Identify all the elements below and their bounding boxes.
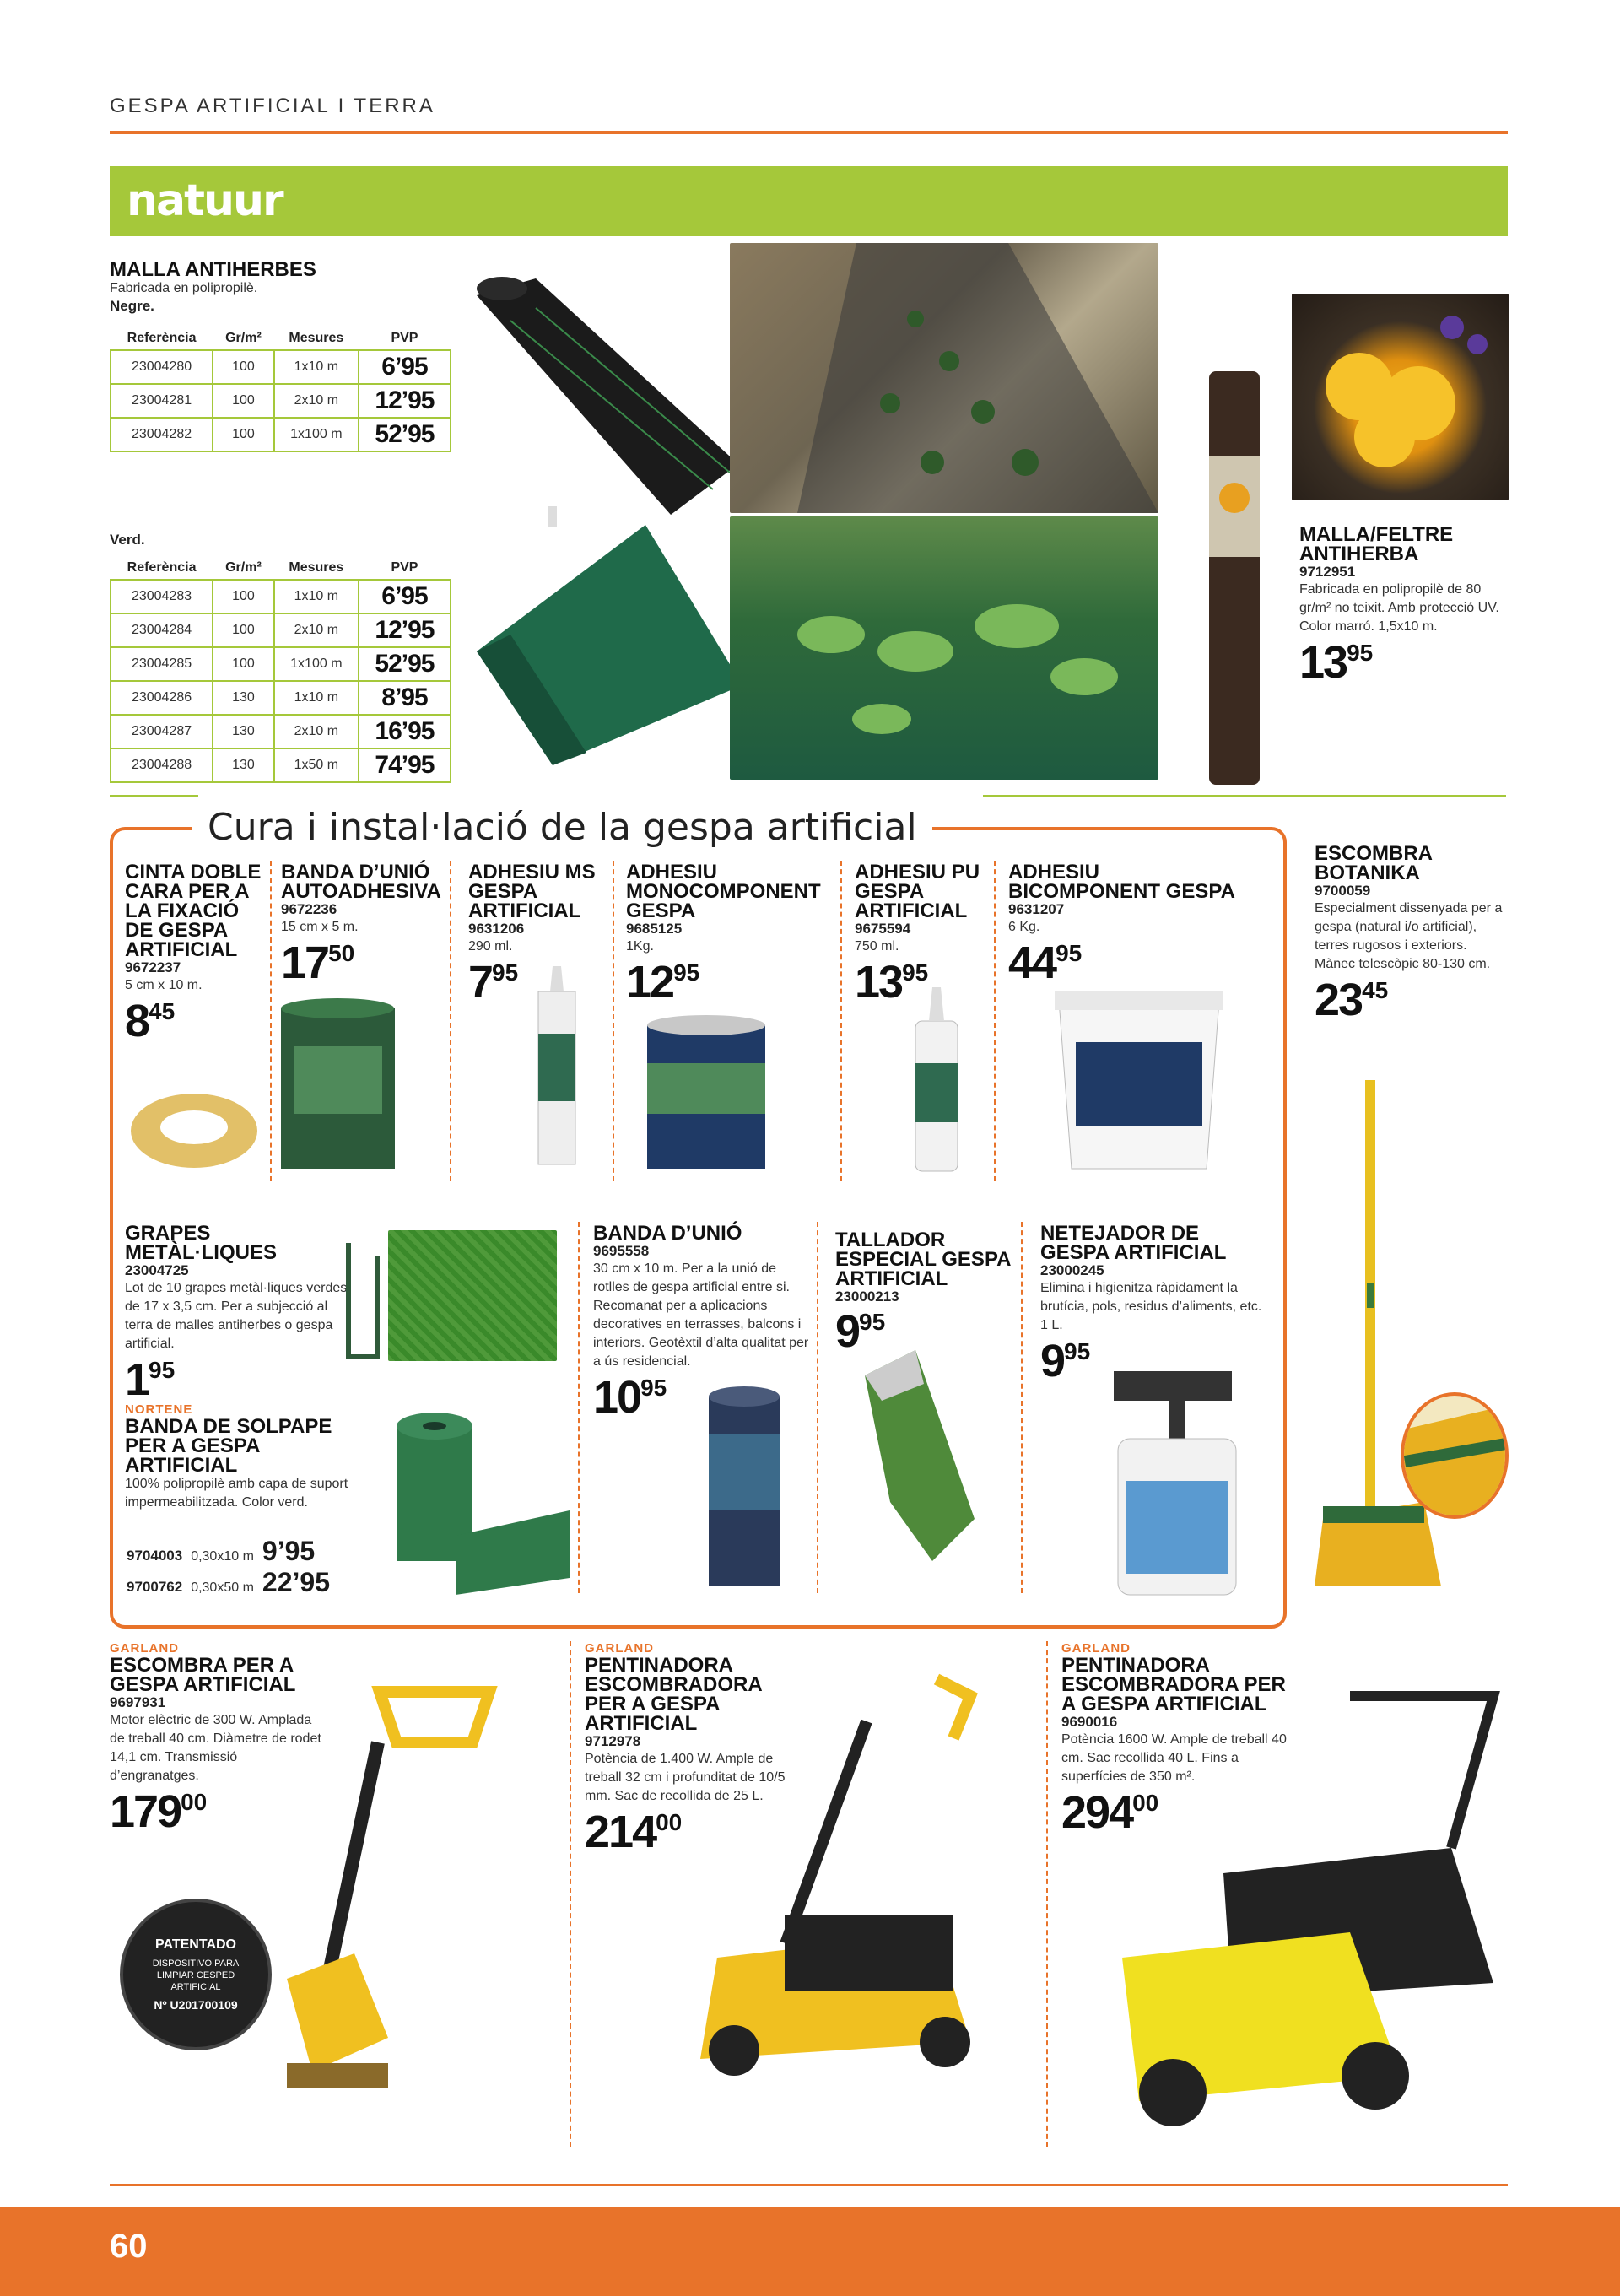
table-row — [111, 647, 451, 681]
product-desc: Fabricada en polipropilè de 80 gr/m² no teixit. Amb protecció UV. Color marró. 1,5x10 m. — [1299, 582, 1499, 634]
solpape-row — [127, 1567, 371, 1598]
table-header: Gr/m² — [225, 560, 262, 575]
price-cell: 6’95 — [359, 580, 451, 613]
price: $1^{95}$ — [125, 1354, 176, 1405]
price: $13^{95}$ — [855, 957, 929, 1008]
table-cell: 1x10 m — [274, 681, 359, 715]
cartridge-image — [532, 966, 582, 1169]
product-desc: 15 cm x 5 m. — [281, 920, 359, 934]
column-divider — [578, 1222, 580, 1593]
row-size: 0,30x10 m — [191, 1549, 254, 1564]
brand-tag: NORTENE — [125, 1402, 193, 1417]
table-cell: 100 — [213, 613, 274, 647]
price: $44^{95}$ — [1008, 937, 1083, 988]
product-ref: 9685125 — [626, 921, 683, 937]
table-cell: 23004282 — [111, 418, 213, 451]
column-divider — [840, 861, 842, 1181]
price-cell: 16’95 — [359, 715, 451, 748]
product-desc: Lot de 10 grapes metàl·liques verdes de 17 x 3,5 cm. Per a subjecció al terra de malles antiherbes o gespa artificial. — [125, 1281, 348, 1351]
column-divider — [450, 861, 451, 1181]
price: $7^{95}$ — [468, 957, 519, 1008]
table-cell: 1x10 m — [274, 580, 359, 613]
product-ref: 9695558 — [593, 1243, 650, 1259]
product-desc: 5 cm x 10 m. — [125, 978, 202, 992]
product-name: BANDA DE SOLPAPE PER A GESPA ARTIFICIAL — [125, 1415, 332, 1477]
product-ref: 9631206 — [468, 921, 525, 937]
solpape-roll-image — [388, 1409, 574, 1599]
green-divider — [110, 795, 198, 797]
page-number: 60 — [110, 2228, 148, 2265]
table-cell: 1x100 m — [274, 418, 359, 451]
price-cell: 74’95 — [359, 748, 451, 782]
tape-image — [127, 1089, 262, 1173]
table-cell: 100 — [213, 580, 274, 613]
price: $23^{45}$ — [1315, 975, 1389, 1025]
pu-bottle-image — [907, 987, 966, 1173]
price-table-green — [110, 557, 451, 783]
table-cell: 23004285 — [111, 647, 213, 681]
price: $10^{95}$ — [593, 1372, 667, 1423]
product-desc: Especialment dissenyada per a gespa (natural i/o artificial), terres rugosos i exteriors. Mànec telescòpic 80-130 cm. — [1315, 901, 1503, 971]
table-cell: 23004286 — [111, 681, 213, 715]
table-header: Referència — [127, 331, 197, 345]
table-cell: 130 — [213, 748, 274, 782]
adhesiu-mono-block — [626, 862, 837, 1008]
product-desc: Elimina i higienitza ràpidament la brutícia, pols, residus d’aliments, etc. 1 L. — [1040, 1281, 1262, 1332]
product-desc: 290 ml. — [468, 939, 513, 954]
table-header: Referència — [127, 560, 197, 575]
table-header: Gr/m² — [225, 331, 262, 345]
product-ref: 9631207 — [1008, 901, 1065, 917]
cinta-block — [125, 862, 264, 1047]
table-row — [111, 580, 451, 613]
badge-top: PATENTADO — [155, 1937, 236, 1952]
solpape-price-list — [127, 1536, 371, 1598]
product-name: GRAPES METÀL·LIQUES — [125, 1222, 277, 1264]
tin-image — [643, 1013, 770, 1173]
brand-tag: GARLAND — [1061, 1641, 1131, 1656]
flower-photo — [1292, 294, 1509, 500]
color-label-green: Verd. — [110, 532, 145, 548]
table-row — [111, 715, 451, 748]
banda-autoadhesiva-block — [281, 861, 441, 989]
column-divider — [1046, 1641, 1048, 2147]
product-desc: 1Kg. — [626, 939, 654, 954]
product-desc: 6 Kg. — [1008, 920, 1040, 934]
price-table-black — [110, 327, 451, 452]
product-ref: 23000213 — [835, 1288, 899, 1305]
product-desc: 750 ml. — [855, 939, 899, 954]
table-header: Mesures — [289, 560, 344, 575]
footer-bar — [0, 2207, 1620, 2296]
table-cell: 100 — [213, 418, 274, 451]
product-name: ADHESIU MS GESPA ARTIFICIAL — [468, 861, 596, 922]
banda-solpape-block — [125, 1402, 353, 1512]
brand-tag: GARLAND — [585, 1641, 654, 1656]
badge-mid: DISPOSITIVO PARA LIMPIAR CESPED ARTIFICIAL — [152, 1958, 240, 1992]
product-name: ESCOMBRA BOTANIKA — [1315, 842, 1433, 884]
price-cell: 52’95 — [359, 418, 451, 451]
adhesiu-bicomp-block — [1008, 862, 1253, 989]
row-ref: 9700762 — [127, 1579, 183, 1595]
table-cell: 23004283 — [111, 580, 213, 613]
product-name: TALLADOR ESPECIAL GESPA ARTIFICIAL — [835, 1229, 1011, 1290]
table-cell: 1x50 m — [274, 748, 359, 782]
table-cell: 2x10 m — [274, 715, 359, 748]
row-price: 22’95 — [262, 1567, 330, 1597]
product-ref: 9697931 — [110, 1694, 166, 1710]
solpape-row — [127, 1536, 371, 1567]
garden-photo-green — [730, 516, 1158, 780]
price-cell: 6’95 — [359, 350, 451, 384]
table-cell: 23004280 — [111, 350, 213, 384]
table-row — [111, 350, 451, 384]
product-name: ADHESIU PU GESPA ARTIFICIAL — [855, 861, 980, 922]
table-cell: 1x100 m — [274, 647, 359, 681]
garden-photo-black — [730, 243, 1158, 513]
table-cell: 100 — [213, 350, 274, 384]
table-row — [111, 613, 451, 647]
price: $12^{95}$ — [626, 957, 700, 1008]
product-desc: Motor elèctric de 300 W. Amplada de treball 40 cm. Diàmetre de rodet 14,1 cm. Transmissió d’engranatges. — [110, 1713, 321, 1783]
section-title: GESPA ARTIFICIAL I TERRA — [110, 95, 435, 117]
bottom-divider — [110, 2184, 1508, 2186]
product-name: ESCOMBRA PER A GESPA ARTIFICIAL — [110, 1654, 296, 1696]
product-name: ADHESIU MONOCOMPONENT GESPA — [626, 861, 821, 922]
scarifier2-image — [1097, 1679, 1510, 2152]
table-cell: 100 — [213, 384, 274, 418]
table-cell: 2x10 m — [274, 613, 359, 647]
price: $13^{95}$ — [1299, 637, 1374, 688]
table-cell: 130 — [213, 681, 274, 715]
color-label: Negre. — [110, 298, 154, 314]
brand-tag: GARLAND — [110, 1641, 179, 1656]
price: $294^{00}$ — [1061, 1787, 1159, 1838]
table-cell: 23004281 — [111, 384, 213, 418]
table-cell: 23004288 — [111, 748, 213, 782]
price: $8^{45}$ — [125, 996, 176, 1046]
table-cell: 23004287 — [111, 715, 213, 748]
green-divider — [983, 795, 1506, 797]
staple-image — [342, 1239, 384, 1361]
product-ref: 9672237 — [125, 959, 181, 975]
price: $214^{00}$ — [585, 1807, 683, 1857]
scarifier1-image — [667, 1671, 1004, 2093]
column-divider — [817, 1222, 818, 1593]
badge-bottom: Nº U201700109 — [154, 1998, 238, 2012]
price-cell: 52’95 — [359, 647, 451, 681]
product-ref: 9712978 — [585, 1733, 641, 1749]
product-desc: Fabricada en polipropilè. — [110, 281, 258, 295]
product-ref: 9712951 — [1299, 564, 1356, 580]
product-name: PENTINADORA ESCOMBRADORA PER A GESPA ARTIFICIAL — [585, 1654, 762, 1735]
column-divider — [270, 861, 272, 1181]
row-size: 0,30x50 m — [191, 1580, 254, 1595]
table-header: PVP — [391, 331, 418, 345]
row-ref: 9704003 — [127, 1548, 183, 1564]
price: $9^{95}$ — [835, 1306, 886, 1357]
table-row — [111, 681, 451, 715]
price: $179^{00}$ — [110, 1786, 208, 1837]
table-cell: 23004284 — [111, 613, 213, 647]
product-ref: 9690016 — [1061, 1714, 1118, 1730]
product-name: MALLA ANTIHERBES — [110, 258, 316, 281]
table-header: Mesures — [289, 331, 344, 345]
product-desc: Potència de 1.400 W. Ample de treball 32 cm i profunditat de 10/5 mm. Sac de recollida de 25 L. — [585, 1752, 786, 1803]
product-desc: Potència 1600 W. Ample de treball 40 cm. Sac recollida 40 L. Fins a superfícies de 350 m². — [1061, 1732, 1287, 1784]
care-title: Cura i instal·lació de la gespa artificial — [192, 806, 932, 849]
price-cell: 12’95 — [359, 613, 451, 647]
banda-unio-roll-image — [705, 1384, 785, 1591]
product-ref: 23000245 — [1040, 1262, 1104, 1278]
table-row — [111, 748, 451, 782]
price: $9^{95}$ — [1040, 1336, 1091, 1386]
table-header: PVP — [391, 560, 418, 575]
product-ref: 9675594 — [855, 921, 911, 937]
cleaner-bottle-image — [1088, 1371, 1257, 1599]
grass-photo — [388, 1230, 557, 1361]
tallador-block — [835, 1230, 1021, 1358]
column-divider — [570, 1641, 571, 2147]
product-ref: 23004725 — [125, 1262, 189, 1278]
cutter-image — [848, 1350, 991, 1565]
product-desc: 30 cm x 10 m. Per a la unió de rotlles de gespa artificial entre si. Recomanat per a aplicacions decoratives en terrasses, balcons i interiors. Geotèxtil d’alta qualitat per a ús residencial. — [593, 1261, 809, 1369]
table-row — [111, 384, 451, 418]
top-divider — [110, 131, 1508, 134]
garland-broom-image — [253, 1675, 540, 2114]
patent-badge — [120, 1899, 272, 2050]
banda-roll-image — [277, 996, 399, 1177]
table-cell: 2x10 m — [274, 384, 359, 418]
product-name: CINTA DOBLE CARA PER A LA FIXACIÓ DE GESPA ARTIFICIAL — [125, 861, 262, 961]
escombra-botanika-block — [1315, 844, 1509, 1026]
green-roll-image — [460, 516, 751, 770]
table-cell: 130 — [213, 715, 274, 748]
table-cell: 1x10 m — [274, 350, 359, 384]
bucket-image — [1050, 983, 1228, 1173]
netejador-block — [1040, 1224, 1268, 1387]
product-name: MALLA/FELTRE ANTIHERBA — [1299, 523, 1454, 565]
table-row — [111, 418, 451, 451]
row-price: 9’95 — [262, 1536, 316, 1566]
product-desc: 100% polipropilè amb capa de suport impermeabilitzada. Color verd. — [125, 1477, 348, 1510]
product-ref: 9700059 — [1315, 883, 1371, 899]
product-name: BANDA D’UNIÓ — [593, 1222, 742, 1245]
price-cell: 12’95 — [359, 384, 451, 418]
product-name: ADHESIU BICOMPONENT GESPA — [1008, 861, 1235, 903]
grapes-block — [125, 1224, 353, 1406]
price-cell: 8’95 — [359, 681, 451, 715]
brush-detail-circle — [1401, 1392, 1509, 1519]
column-divider — [613, 861, 614, 1181]
malla-antiherbes-block — [110, 260, 316, 315]
product-name: NETEJADOR DE GESPA ARTIFICIAL — [1040, 1222, 1227, 1264]
brand-logo: natuur — [127, 176, 283, 226]
product-name: PENTINADORA ESCOMBRADORA PER A GESPA ARTIFICIAL — [1061, 1654, 1286, 1715]
black-roll-image — [460, 270, 751, 532]
brand-bar — [110, 166, 1508, 236]
column-divider — [1021, 1222, 1023, 1593]
column-divider — [994, 861, 996, 1181]
price: $17^{50}$ — [281, 937, 355, 988]
feltre-roll-image — [1205, 371, 1264, 785]
malla-feltre-block — [1299, 525, 1510, 689]
product-name: BANDA D’UNIÓ AUTOADHESIVA — [281, 861, 441, 903]
product-ref: 9672236 — [281, 901, 338, 917]
table-cell: 100 — [213, 647, 274, 681]
